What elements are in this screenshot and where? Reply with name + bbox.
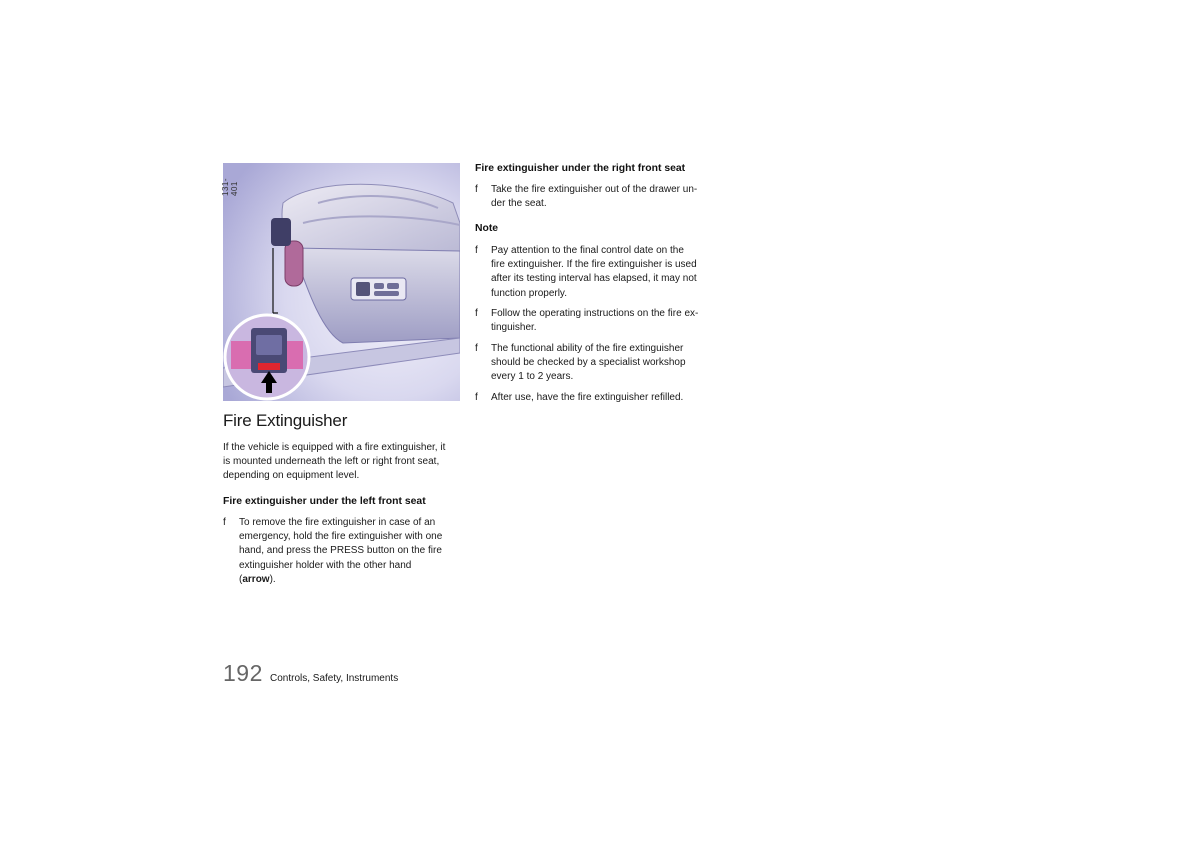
paren-open: ( [239, 573, 243, 585]
note-heading: Note [475, 223, 499, 234]
footer-section-title: Controls, Safety, Instruments [270, 673, 399, 684]
bullet-line: fire extinguisher. If the fire extinguisher is used [491, 259, 697, 271]
intro-paragraph [223, 441, 463, 484]
paren-close: ). [269, 573, 276, 585]
figure-code: 131-401 [221, 177, 239, 196]
bullet-line: der the seat. [491, 198, 547, 210]
intro-line: depending on equipment level. [223, 470, 360, 482]
bullet-text [491, 244, 715, 301]
bullet-text [491, 183, 715, 211]
intro-line: If the vehicle is equipped with a fire extinguisher, it [223, 442, 446, 453]
fire-extinguisher-seat-image [223, 163, 460, 401]
bullet-line: After use, have the fire extinguisher refilled. [491, 392, 684, 403]
bullet-line: after its testing interval has elapsed, it may not [491, 273, 697, 285]
seat-illustration [223, 163, 460, 401]
bullet-mark: f [475, 392, 478, 403]
bullet-text [491, 307, 715, 335]
page-number: 192 [223, 660, 263, 686]
bullet-text [491, 342, 715, 385]
bullet-line: should be checked by a specialist workshop [491, 357, 686, 369]
bullet-mark: f [475, 184, 478, 195]
bullet-line: function properly. [491, 287, 567, 299]
bullet-mark: f [475, 308, 478, 319]
bullet-line: hand, and press the PRESS button on the fire [239, 545, 442, 557]
bullet-line: To remove the fire extinguisher in case of an [239, 517, 436, 528]
section-title: Fire Extinguisher [223, 411, 348, 430]
bullet-mark: f [223, 517, 226, 528]
right-seat-heading: Fire extinguisher under the right front seat [475, 163, 686, 174]
bullet-text [239, 516, 463, 587]
bullet-mark: f [475, 245, 478, 256]
bullet-line: Follow the operating instructions on the fire ex- [491, 308, 699, 319]
bullet-line: tinguisher. [491, 322, 537, 334]
bullet-mark: f [475, 343, 478, 354]
bullet-line: The functional ability of the fire extinguisher [491, 343, 684, 354]
arrow-reference: arrow [242, 573, 270, 585]
bullet-line: every 1 to 2 years. [491, 371, 574, 383]
bullet-line: Take the fire extinguisher out of the drawer un- [491, 184, 698, 195]
bullet-line: extinguisher holder with the other hand [239, 559, 412, 571]
bullet-line: emergency, hold the fire extinguisher with one [239, 531, 443, 543]
intro-line: is mounted underneath the left or right front seat, [223, 456, 440, 468]
left-seat-heading: Fire extinguisher under the left front seat [223, 496, 426, 507]
bullet-line: Pay attention to the final control date on the [491, 245, 684, 256]
bullet-text [491, 391, 715, 405]
